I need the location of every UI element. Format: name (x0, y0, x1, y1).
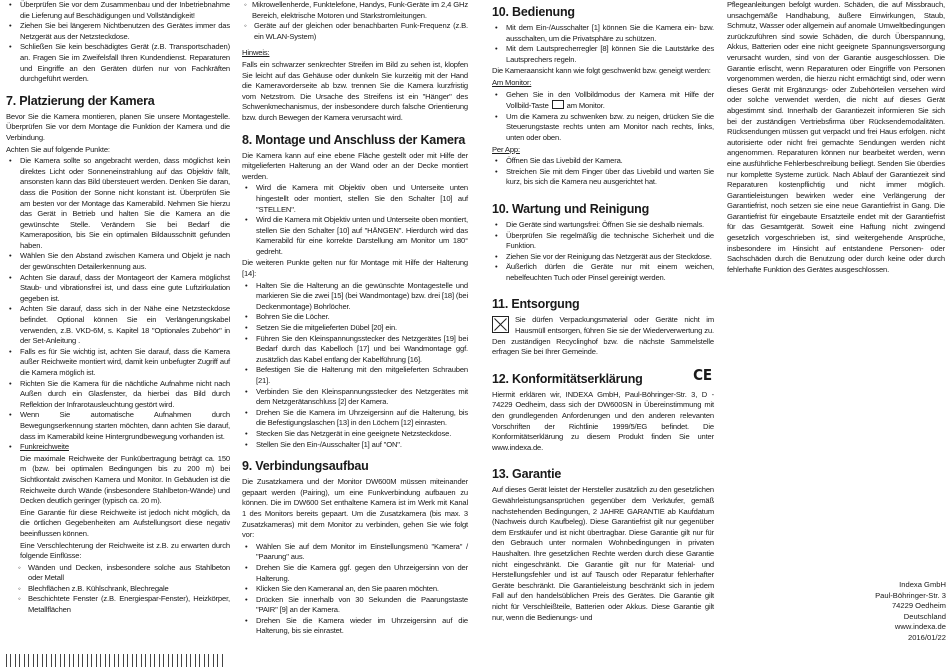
fullscreen-text-end: am Monitor. (566, 101, 605, 111)
section-heading-13: 13. Garantie (492, 467, 562, 482)
list-item: • Drücken Sie innerhalb von 30 Sekunden die Paarungstaste "PAIR" [9] an der Kamera. (242, 595, 468, 616)
section-heading-11: 11. Entsorgung (492, 297, 580, 312)
per-app-label (492, 145, 714, 156)
disposal-paragraph (492, 315, 714, 357)
list-item: ◦ Mikrowellenherde, Funktelefone, Handys, Funk-Geräte im 2,4 GHz Bereich, elektrische Motoren und Starkstromleitungen. (232, 0, 468, 21)
section-heading-8: 8. Montage und Anschluss der Kamera (242, 132, 466, 147)
address-line: Indexa GmbH (899, 580, 946, 589)
paragraph: Achten Sie auf folgende Punkte: (6, 144, 110, 154)
list-item: • Ziehen Sie bei längerem Nichtbenutzen des Gerätes immer das Netzgerät aus der Netzsteckdose. (6, 21, 230, 42)
list-item: • Falls es für Sie wichtig ist, achten Sie darauf, dass die Kamera außer Reichweite montiert wird, damit kein unbefugter Zugriff auf die Kamera möglich ist. (6, 347, 230, 379)
column-1 (6, 0, 230, 617)
intro-bullets (6, 0, 230, 85)
list-item: • Stecken Sie das Netzgerät in eine geeignete Netzsteckdose. (242, 429, 468, 440)
list-item: • Bohren Sie die Löcher. (242, 312, 468, 323)
list-item: ◦ Wänden und Decken, insbesondere solche aus Stahlbeton oder Metall (6, 563, 230, 584)
am-monitor-text: Am Monitor: (492, 77, 532, 87)
funk-sub-bullets (6, 563, 230, 616)
operation-bullets-a (492, 23, 714, 65)
address-line: 2016/01/22 (907, 632, 946, 642)
address-line: 74229 Oedheim (891, 601, 946, 611)
list-item: • Die Kamera sollte so angebracht werden, dass möglichst kein direktes Licht oder Sonneneinstrahlung auf das Objektiv fällt, ansonsten kann das Bild übersteuert werden. Denken Sie daran, dass die Position der Sonne nicht konstant ist. Überprüfen Sie am besten vor der Montage das Kamerabild. Nehmen Sie hierzu das Gerät in Betrieb und halten Sie die Kamera an die gewünschte Stelle. Verändern Sie bei Bedarf die Kameraposition, bis Sie ein optimalen Bildausschnitt gefunden haben. (6, 156, 230, 251)
paragraph: Die Zusatzkamera und der Monitor DW600M müssen miteinander gepaart werden (Pairing), um eine Funkverbindung aufbauen zu können. Die im DW600 Set enthaltene Kamera ist im Werk mit Kanal 1 des Monitors bereits gepaart. Um die Zusatzkamera (bis max. 3 Zusatzkameras) mit dem Monitor zu verbinden, gehen Sie wie folgt vor: (242, 477, 468, 540)
paragraph: Die Kameraansicht kann wie folgt geschwenkt bzw. geneigt werden: (492, 66, 711, 76)
paragraph: Auf dieses Gerät leistet der Hersteller zusätzlich zu den gesetzlichen Gewährleistungsansprüchen gegenüber dem Verkäufer, gemäß nachstehenden Bedingungen, 2 JAHRE GARANTIE ab Kaufdatum (Nachweis durch Kaufbeleg). Diese Garantiefrist gilt nur gegenüber dem Erstkäufer und ist nicht übertragbar. Diese Garantie gilt nur für den Gebrauch unter normalen Wohnbedingungen in privaten Haushalten. Ihre gesetzlichen Rechte werden durch diese Garantie nicht eingeschränkt. Die Garantie gilt nur für Material- und Herstellungsfehler und ist auf Tausch oder Reparatur fehlerhafter Geräte beschränkt. Die Garantieleistung beschränkt sich in jedem Fall auf den handelsüblichen Preis des Gerätes. Die Garantie gilt nicht für Verschleißteile, Batterien oder Akkus. Diese Garantie gilt nur, wenn die Bedienungs- und (492, 485, 714, 622)
list-item: • Mit dem Ein-/Ausschalter [1] können Sie die Kamera ein- bzw. ausschalten, um die Privatsphäre zu schützen. (492, 23, 714, 44)
list-item: ◦ Beschichtete Fenster (z.B. Energiespar-Fenster), Heizkörper, Metallflächen (6, 594, 230, 615)
company-address (875, 580, 946, 644)
section-heading-7: 7. Platzierung der Kamera (6, 93, 155, 108)
list-item: • Äußerlich dürfen die Geräte nur mit einem weichen, nebelfeuchten Tuch oder Pinsel gereinigt werden. (492, 262, 714, 283)
funk-sub-bullets-cont (232, 0, 468, 42)
paragraph: Hiermit erklären wir, INDEXA GmbH, Paul-Böhringer-Str. 3, D - 74229 Oedheim, dass sich der DW600SN in Übereinstimmung mit den grundlegenden Anforderungen und den anderen relevanten Vorschriften der Richtlinie 1999/5/EG befindet. Die Konformitätserklärung zu diesem Produkt finden Sie unter www.indexa.de. (492, 389, 714, 452)
address-line: www.indexa.de (894, 622, 946, 632)
list-item: • Drehen Sie die Kamera ggf. gegen den Uhrzeigersinn von der Halterung. (242, 563, 468, 584)
maintenance-bullets (492, 220, 714, 284)
list-item: • Wird die Kamera mit Objektiv oben und Unterseite unten hingestellt oder montiert, stellen Sie den Schalter [10] auf "STELLEN". (242, 183, 468, 215)
list-item: • Mit dem Lautsprecherregler [8] können Sie die Lautstärke des Lautsprechers regeln. (492, 44, 714, 65)
list-item: • Drehen Sie die Kamera im Uhrzeigersinn auf die Halterung, bis die Befestigungslaschen [13] in den Löchern [12] einrasten. (242, 408, 468, 429)
section-heading-10: 10. Bedienung (492, 5, 575, 19)
conformity-header (492, 365, 714, 387)
operation-bullets-c (492, 156, 714, 188)
per-app-text: Per App: (492, 144, 520, 154)
list-item: • Verbinden Sie den Kleinspannungsstecker des Netzgerätes mit dem Netzgerätanschluss [2] der Kamera. (242, 387, 468, 408)
list-item: • Wird die Kamera mit Objektiv unten und Unterseite oben montiert, stellen Sie den Schalter [10] auf "HÄNGEN". Hierdurch wird das Kamerabild für eine korrekte Darstellung am Monitor um 180° gedreht. (242, 215, 468, 257)
list-item: • Stellen Sie den Ein-/Ausschalter [1] auf "ON". (242, 440, 468, 451)
hinweis-label (242, 48, 468, 59)
list-item: • Klicken Sie den Kameranal an, den Sie paaren möchten. (242, 584, 468, 595)
list-item: • Schließen Sie kein beschädigtes Gerät (z.B. Transportschaden) an. Fragen Sie im Zweifelsfall Ihren Kundendienst. Reparaturen und Eingriffe an den Geräten dürfen nur von Fachkräften durchgeführt werden. (6, 42, 230, 84)
address-line: Deutschland (903, 611, 946, 621)
mount-bullets-a (242, 183, 468, 257)
disposal-text: Sie dürfen Verpackungsmaterial oder Geräte nicht im Hausmüll entsorgen, führen Sie sie der Wiederverwertung zu. Den zuständigen Recyclinghof bzw. die nächste Sammelstelle erfragen Sie bei Ihrer Gemeinde. (492, 315, 714, 357)
list-item: • Führen Sie den Kleinspannungsstecker des Netzgerätes [19] bei Bedarf durch das Kabelloch [17] und bei Wandmontage ggf. zusätzlich das Kabel entlang der Kabelführung [16]. (242, 334, 468, 366)
pairing-bullets (242, 542, 468, 637)
funk-block (6, 454, 230, 562)
list-item: • Streichen Sie mit dem Finger über das Livebild und warten Sie kurz, bis sich die Kamera neu ausgerichtet hat. (492, 167, 714, 188)
list-item: • Befestigen Sie die Halterung mit den mitgelieferten Schrauben [21]. (242, 365, 468, 386)
barcode-strip (6, 654, 226, 667)
list-item: • Achten Sie darauf, dass der Montageort der Kamera möglichst Staub- und vibrationsfrei ist, und dass eine gute Luftzirkulation gegeben ist. (6, 273, 230, 305)
paragraph: Bevor Sie die Kamera montieren, planen Sie unsere Montagestelle. Überprüfen Sie vor dem Montage die Funktion der Kamera und die Verbindung. (6, 111, 230, 142)
list-item: • Wählen Sie auf dem Monitor im Einstellungsmenü "Kamera" / "Paarung" aus. (242, 542, 468, 563)
list-item: • Die Geräte sind wartungsfrei: Öffnen Sie sie deshalb niemals. (492, 220, 714, 231)
list-item: • Um die Kamera zu schwenken bzw. zu neigen, drücken Sie die Steuerungstaste rechts unten am Monitor nach rechts, links, unten oder oben. (492, 112, 714, 144)
section-heading-10b: 10. Wartung und Reinigung (492, 201, 650, 216)
paragraph: Pflegeanleitungen befolgt wurden. Schäden, die auf Missbrauch, unsachgemäße Handhabung, äußere Einwirkungen, Staub, Schmutz, Wasser oder allgemein auf anomale Umweltbedingungen zurückzuführen sind sowie Schäden, die durch Überspannung, Akkus, Batterien oder eine nicht geeignete Spannungsversorgung verursacht wurden, sind von der Garantie ausgeschlossen. Die Garantie erlischt, wenn Reparaturen oder Eingriffe von Personen vorgenommen werden, die hierzu nicht ermächtigt sind, oder wenn dieses Gerät mit Ergänzungs- oder Zubehörteilen versehen wird oder solche verwendet werden, die nicht auf dieses Gerät abgestimmt sind. Innerhalb der Garantiezeit informieren Sie sich bei der zuständigen Vertriebsfirma über Rücksendemodalitäten. Rücksendungen müssen gut verpackt und frei Haus erfolgen. nicht autorisierte oder nicht frei gemachte Sendungen werden nicht angenommen. Reparaturen können nur bearbeitet werden, wenn eine ausführliche Fehlerbeschreibung beiliegt. Senden Sie überdies nur komplette Systeme zurück. Nach Ablauf der Garantiezeit sind Reparaturen kostenpflichtig und nicht immer möglich. Garantieleistungen bewirken weder eine Verlängerung der Garantiefrist, noch setzen sie eine neue Garantiefrist in Gang. Die Garantiefrist für eingebaute Ersatzteile endet mit der Garantiefrist für das Gesamtgerät. Soweit eine Haftung nicht zwingend gesetzlich vorgeschrieben ist, sind weitergehende Ansprüche, insbesondere im Hinsicht auf entstandene Personen- oder Sachschäden durch die Benutzung oder durch keine oder durch fehlerhafte Funktion des Gerätes ausgeschlossen. (727, 0, 945, 274)
operation-bullets-b (492, 90, 714, 144)
paragraph: Die maximale Reichweite der Funkübertragung beträgt ca. 150 m (bzw. bei optimalen Bedingungen bis zu 200 m) bei Sichtkontakt zwischen Kamera und Monitor. In Gebäuden ist die Reichweite durch Wände (insbesondere Stahlbeton-Wände) und Decken deutlich geringer (typisch ca. 20 m). (20, 453, 230, 506)
hinweis-label-text: Hinweis: (242, 48, 270, 58)
column-3 (492, 0, 714, 624)
am-monitor-label (492, 78, 714, 89)
list-item: • Setzen Sie die mitgelieferten Dübel [20] ein. (242, 323, 468, 334)
column-2 (242, 0, 468, 638)
list-item: • Überprüfen Sie vor dem Zusammenbau und der Inbetriebnahme die Lieferung auf Beschädigungen und Vollständigkeit! (6, 0, 230, 21)
recycle-bin-icon (492, 316, 509, 333)
placement-bullets (6, 156, 230, 453)
list-item: • Achten Sie darauf, dass sich in der Nähe eine Netzsteckdose befindet. Optional können Sie ein Verlängerungskabel verwenden, z.B. VKD-6M, s. Kapitel 18 "Optionales Zubehör" in der Set-Anleitung . (6, 304, 230, 346)
paragraph: Eine Verschlechterung der Reichweite ist z.B. zu erwarten durch folgende Einflüsse: (20, 540, 230, 561)
paragraph: Eine Garantie für diese Reichweite ist jedoch nicht möglich, da die örtlichen Gegebenheiten am Aufstellungsort diese negativ beeinflussen können. (20, 507, 230, 538)
paragraph: Die weiteren Punkte gelten nur für Montage mit Hilfe der Halterung [14]: (242, 258, 468, 279)
list-item: • Richten Sie die Kamera für die nächtliche Aufnahme nicht nach Außen durch ein Glasfenster, da hierbei das Bild durch Reflektion der Infrarotausleuchtung gestört wird. (6, 379, 230, 411)
paragraph: Die Kamera kann auf eine ebene Fläche gestellt oder mit Hilfe der mitgelieferten Halterung an der Wand oder an der Decke montiert werden. (242, 150, 468, 181)
fullscreen-text: Gehen Sie in den Vollbildmodus der Kamera mit Hilfe der Vollbild-Taste (506, 89, 714, 111)
list-item: • Wenn Sie automatische Aufnahmen durch Bewegungserkennung starten möchten, dann achten Sie darauf, dass im Kamerabild keine Hintergrundbewegung vorhanden ist. (6, 410, 230, 442)
ce-mark-icon: CE (693, 365, 712, 384)
address-line: Paul-Böhringer-Str. 3 (875, 590, 946, 600)
list-item: • Überprüfen Sie regelmäßig die technische Sicherheit und die Funktion. (492, 231, 714, 252)
list-item: • Drehen Sie die Kamera wieder im Uhrzeigersinn auf die Halterung, bis sie einrastet. (242, 616, 468, 637)
fullscreen-icon (552, 100, 564, 109)
list-item: • Wählen Sie den Abstand zwischen Kamera und Objekt je nach der gewünschten Detailerkennung aus. (6, 251, 230, 272)
list-item (6, 442, 230, 453)
list-item: ◦ Blechflächen z.B. Kühlschrank, Blechregale (6, 584, 230, 595)
column-4 (727, 0, 945, 276)
section-heading-9: 9. Verbindungsaufbau (242, 459, 369, 474)
list-item: ◦ Geräte auf der gleichen oder benachbarten Funk-Frequenz (z.B. ein WLAN-System) (232, 21, 468, 42)
list-item: • Halten Sie die Halterung an die gewünschte Montagestelle und markieren Sie die zwei [15] (bei Wandmontage) bzw. drei [18] (bei Deckenmontage) Bohrlöcher. (242, 281, 468, 313)
list-item: • Ziehen Sie vor der Reinigung das Netzgerät aus der Steckdose. (492, 252, 714, 263)
list-item (492, 90, 714, 112)
funk-label: Funkreichweite (20, 442, 69, 452)
paragraph: Falls ein schwarzer senkrechter Streifen im Bild zu sehen ist, klopfen Sie leicht auf das Gehäuse oder dunkeln Sie kurzeitig mit der Hand die Kameravorderseite ab bzw. trennen Sie die Kamera kurzfristig vom Netzstrom. Die Ursache des Streifens ist ein "Hänger" des Schwenkmechanismus, der insbesondere durch falsche Orientierung bzw. durch Bewegen der Kamera verursacht wird. (242, 59, 468, 122)
mount-bullets-b (242, 281, 468, 451)
list-item: • Öffnen Sie das Livebild der Kamera. (492, 156, 714, 167)
section-heading-12: 12. Konformitätserklärung (492, 371, 643, 386)
